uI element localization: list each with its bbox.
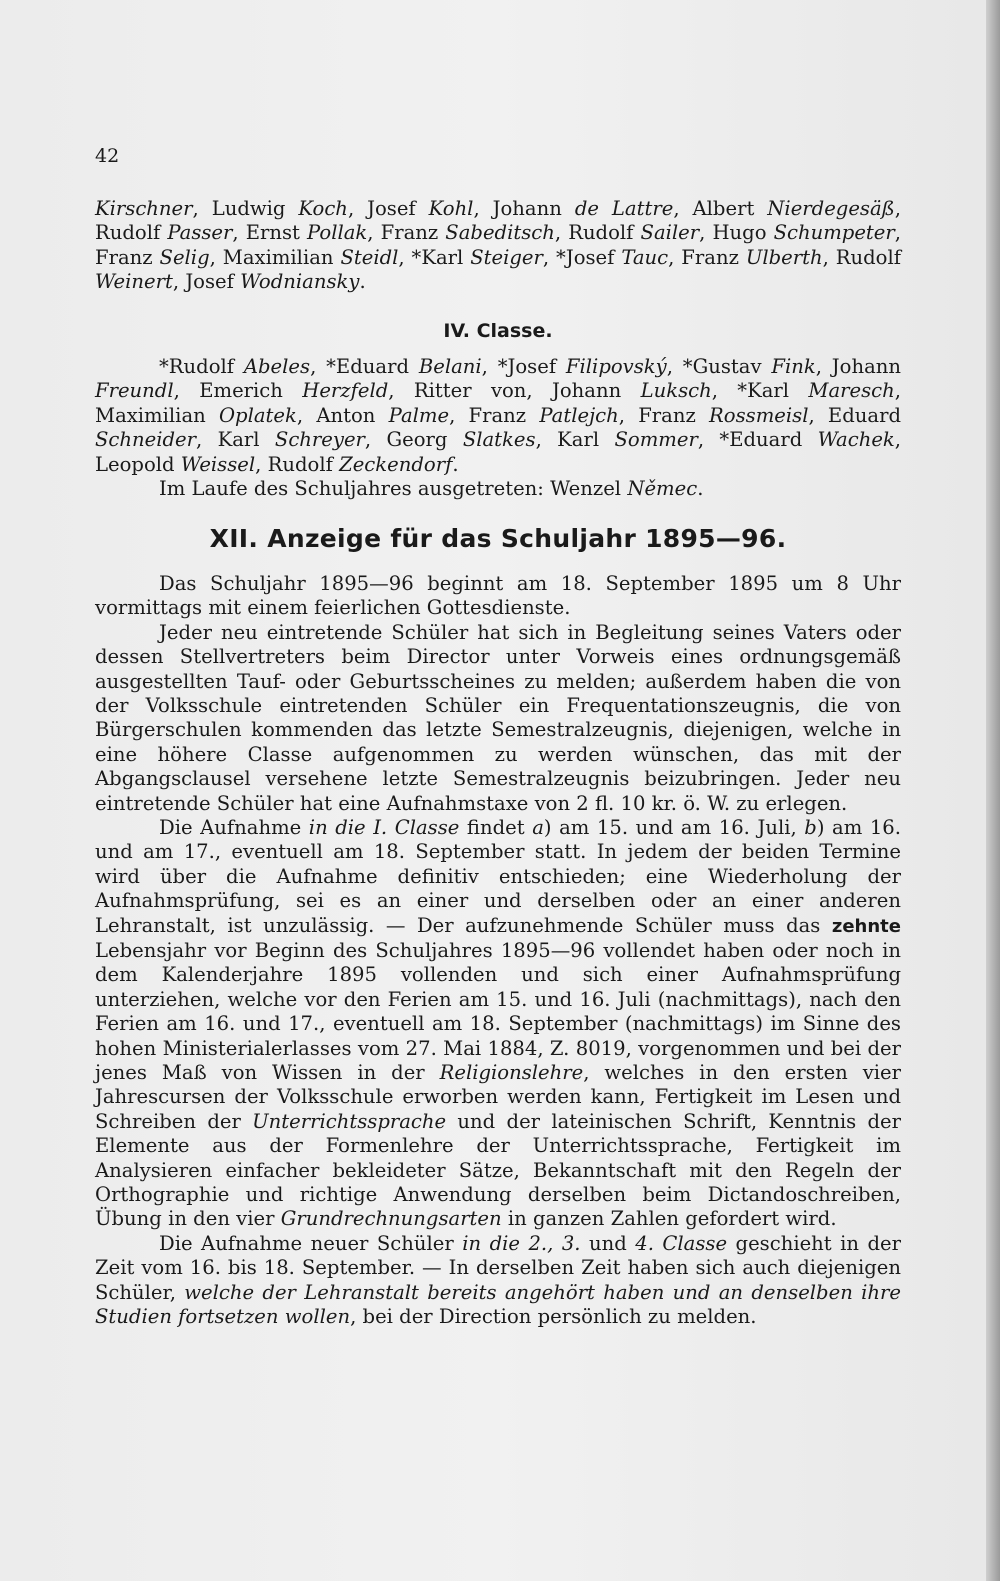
italic-name: Steidl (340, 245, 399, 269)
italic-name: Koch (298, 197, 348, 220)
text-run: , Karl (196, 428, 275, 452)
text-run: , welches in den ersten vier Jahrescursen der Volksschule erworben werden kann, Fertigkeit im Lesen und Schreiben der (95, 1061, 902, 1133)
classe-iv-student-list (95, 355, 901, 477)
italic-name: 4. Classe (635, 1231, 728, 1255)
text-run: , Georg (364, 428, 463, 452)
text-run: , bei der Direction persönlich zu melden. (350, 1305, 757, 1329)
paragraph-school-year-start (95, 572, 901, 621)
text-run: *Rudolf (159, 355, 244, 379)
text-run: , Maximilian (209, 245, 341, 269)
italic-name: Schneider (95, 428, 197, 452)
text-run: , Rudolf (554, 221, 641, 245)
italic-name: Palme (388, 403, 450, 427)
italic-name: Slatkes (462, 428, 536, 452)
italic-name: Ulberth (745, 245, 823, 269)
italic-name: Herzfeld (302, 379, 389, 403)
text-run: . (452, 452, 459, 476)
text-run: geschieht in der Zeit vom 16. bis 18. September. — In derselben Zeit haben sich auch diejenigen Schüler, (95, 1231, 901, 1304)
student-list-continued (95, 197, 901, 295)
italic-name: Kohl (428, 197, 474, 220)
text-run: , Emerich (173, 379, 303, 403)
text-run: , *Josef (542, 245, 622, 269)
italic-name: Wachek (817, 428, 895, 452)
italic-name: Patlejch (539, 403, 619, 427)
italic-name: Weissel (180, 452, 256, 476)
text-run: , Ernst (232, 221, 308, 245)
text-run: ) am 16. und am 17., eventuell am 18. September statt. In jedem der beiden Termine wird über die Aufnahme definitiv entschieden; eine Wiederholung der Aufnahmsprüfung, sei es an einer und derselben oder an einer anderen Lehranstalt, ist unzulässig. — Der aufzunehmende Schüler muss das (95, 815, 901, 937)
italic-name: Fink (771, 355, 816, 379)
text-run: , Franz (449, 403, 540, 427)
italic-name: Belani (418, 355, 482, 379)
page-number: 42 (95, 145, 120, 167)
text-run: findet (459, 815, 533, 839)
italic-name: welche der Lehranstalt bereits angehört haben und an denselben ihre Studien fortsetzen wollen (95, 1280, 901, 1329)
text-run: , Franz (618, 403, 710, 427)
text-run: Das Schuljahr 1895—96 beginnt am 18. September 1895 um 8 Uhr vormittags mit einem feierlichen Gottesdienste. (95, 571, 901, 620)
italic-name: Zeckendorf (339, 452, 453, 476)
text-run: , Leopold (95, 428, 902, 476)
italic-name: in die I. Classe (308, 815, 460, 839)
emphasis-text: zehnte (831, 915, 901, 937)
italic-name: Sommer (614, 428, 698, 452)
text-run: , *Eduard (697, 428, 818, 452)
text-run: , Franz (668, 245, 746, 269)
paragraph-registration (95, 621, 901, 816)
italic-name: Abeles (243, 355, 311, 379)
paragraph-admission-first-class (95, 816, 901, 1232)
text-run: , *Eduard (310, 355, 419, 379)
paragraph-admission-other-classes (95, 1232, 901, 1330)
italic-name: Passer (167, 221, 233, 245)
italic-name: Grundrechnungsarten (280, 1207, 502, 1231)
italic-name: Schumpeter (773, 221, 895, 245)
text-run: , *Karl (711, 379, 809, 403)
text-run: , Franz (367, 221, 446, 245)
text-run: Lebensjahr vor Beginn des Schuljahres 1895—96 vollendet haben oder noch in dem Kalenderjahre 1895 vollenden und sich einer Aufnahmsprüfung unterziehen, welche vor den Ferien am 15. und 16. Juli (nachmittags), nach den Ferien am 16. und 17., eventuell am 18. September (nachmittags) im Sinne des hohen Ministerialerlasses vom 27. Mai 1884, Z. 8019, vorgenommen und bei der jenes Maß von Wissen in der (95, 938, 901, 1084)
italic-name: Freundl (95, 379, 174, 403)
text-run: , Rudolf (822, 245, 901, 269)
italic-name: Selig (159, 245, 210, 269)
italic-name: Sailer (640, 221, 700, 245)
italic-name: Sabeditsch (445, 221, 555, 245)
italic-name: Schreyer (274, 428, 365, 452)
withdrawn-note (95, 477, 901, 501)
italic-name: Pollak (307, 221, 368, 245)
text-run: , Albert (673, 197, 768, 220)
text-run: , Eduard (808, 403, 901, 427)
text-run: , *Josef (481, 355, 566, 379)
text-run: , *Gustav (666, 355, 772, 379)
italic-name: Religionslehre (439, 1061, 584, 1084)
anzeige-heading: XII. Anzeige für das Schuljahr 1895—96. (209, 524, 787, 554)
italic-name: Unterrichtssprache (252, 1109, 447, 1133)
italic-name: Steiger (470, 245, 543, 269)
italic-name: b (804, 815, 817, 839)
text-run: in ganzen Zahlen gefordert wird. (501, 1207, 837, 1231)
text-run: , Rudolf (255, 452, 340, 476)
text-run: , Josef (347, 197, 429, 220)
italic-name: Luksch (640, 379, 712, 403)
text-run: , Hugo (699, 221, 774, 245)
text-run: , Anton (296, 403, 389, 427)
italic-name: a (532, 815, 544, 839)
italic-name: de Lattre (574, 197, 674, 220)
text-run: Die Aufnahme (159, 815, 309, 839)
text-run: , Franz (95, 221, 902, 269)
text-run: , Josef (172, 270, 241, 294)
italic-name: Maresch (808, 379, 895, 403)
text-run: , Johann (473, 197, 575, 220)
text-run: Im Laufe des Schuljahres ausgetreten: Wenzel (159, 477, 628, 501)
text-run: , Johann (815, 355, 901, 379)
text-run: , Karl (535, 428, 615, 452)
text-run: und (580, 1231, 636, 1255)
italic-name: in die 2., 3. (462, 1231, 581, 1255)
page-content (95, 0, 901, 1329)
classe-heading: IV. Classe. (443, 319, 553, 342)
text-run: , Ludwig (192, 197, 299, 220)
text-run: . (359, 270, 366, 294)
italic-name: Weinert (95, 270, 173, 294)
page-edge-shadow (986, 0, 1000, 1581)
text-run: , *Karl (398, 245, 471, 269)
italic-name: Nierdegesäß (767, 197, 895, 220)
text-run: , Maximilian (95, 379, 901, 427)
italic-name: Kirschner (95, 197, 193, 220)
text-run: , Ritter von, Johann (388, 379, 641, 403)
text-run: , Rudolf (95, 197, 901, 245)
italic-name: Tauc (621, 245, 669, 269)
italic-name: Wodniansky (240, 270, 360, 294)
text-run: Die Aufnahme neuer Schüler (159, 1231, 463, 1255)
text-run: und der lateinischen Schrift, Kenntnis der Elemente aus der Formenlehre der Unterrichtssprache, Fertigkeit im Analysieren einfacher bekleideter Sätze, Bekanntschaft mit den Regeln der Orthographie und richtige Anwendung derselben beim Dictandoschreiben, Übung in den vier (95, 1109, 901, 1231)
italic-name: Němec (627, 477, 698, 501)
text-run: . (697, 477, 704, 501)
italic-name: Rossmeisl (709, 403, 809, 427)
text-run: Jeder neu eintretende Schüler hat sich in Begleitung seines Vaters oder dessen Stellvertreters beim Director unter Vorweis eines ordnungsgemäß ausgestellten Tauf- oder Geburtsscheines zu melden; außerdem haben die von der Volksschule eintretenden Schüler ein Frequentationszeugnis, die von Bürgerschulen kommenden das letzte Semestralzeugnis, diejenigen, welche in eine höhere Classe aufgenommen zu werden wünschen, das mit der Abgangsclausel versehene letzte Semestralzeugnis beizubringen. Jeder neu eintretende Schüler hat eine Aufnahmstaxe von 2 fl. 10 kr. ö. W. zu erlegen. (95, 620, 901, 815)
italic-name: Filipovský (565, 355, 667, 379)
text-run: ) am 15. und am 16. Juli, (543, 815, 805, 839)
italic-name: Oplatek (218, 403, 297, 427)
